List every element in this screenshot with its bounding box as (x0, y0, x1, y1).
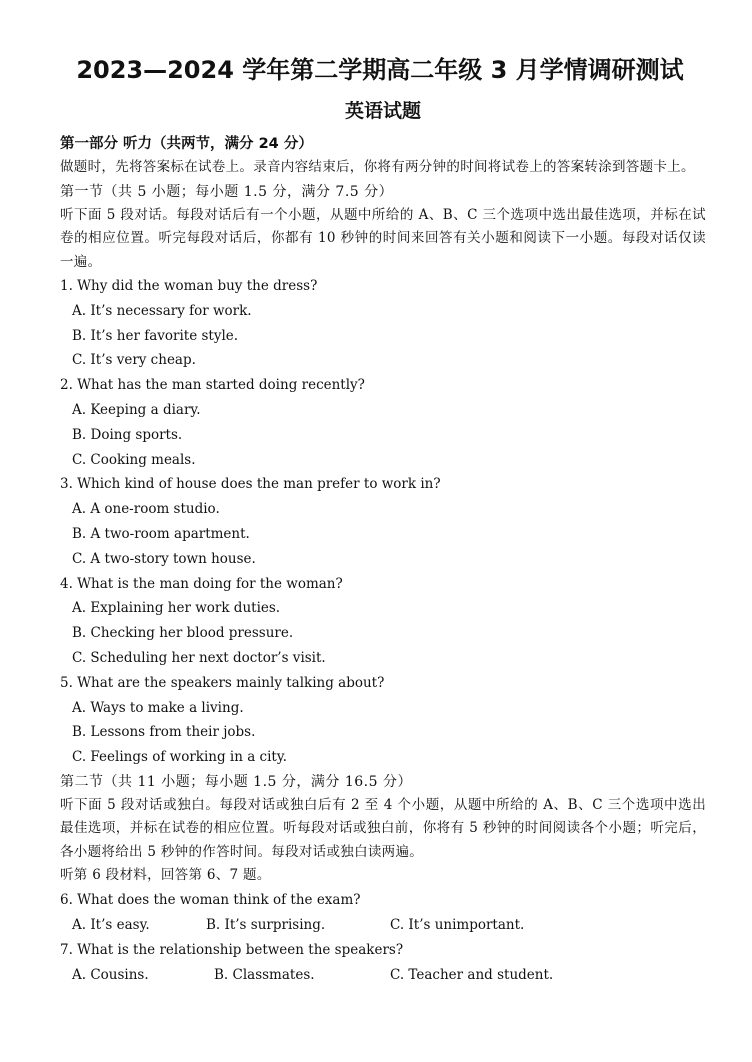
option-row (60, 963, 706, 988)
question-5 (60, 671, 706, 770)
option-c: C. It’s unimportant. (390, 916, 525, 933)
option-b: B. It’s surprising. (206, 916, 326, 933)
question-stem: 3. Which kind of house does the man prefer to work in? (60, 476, 441, 493)
section1-instructions: 听下面 5 段对话。每段对话后有一个小题，从题中所给的 A、B、C 三个选项中选出最佳选项，并标在试卷的相应位置。听完每段对话后，你都有 10 秒钟的时间来回答有关小题和阅读下一小题。每段对话仅读一遍。 (60, 206, 706, 270)
option-b: B. Doing sports. (72, 426, 183, 443)
option-a: A. Ways to make a living. (72, 699, 244, 716)
section1-heading: 第一节（共 5 小题；每小题 1.5 分，满分 7.5 分） (60, 183, 394, 200)
option-c: C. Feelings of working in a city. (72, 749, 287, 766)
option-row (60, 913, 706, 938)
option-c: C. A two-story town house. (72, 550, 256, 567)
option-a: A. Explaining her work duties. (72, 600, 281, 617)
question-3 (60, 472, 706, 571)
question-1 (60, 274, 706, 373)
question-stem: 5. What are the speakers mainly talking about? (60, 674, 385, 691)
section2-heading: 第二节（共 11 小题；每小题 1.5 分，满分 16.5 分） (60, 773, 412, 790)
option-a: A. It’s necessary for work. (72, 302, 252, 319)
section2-instructions: 听下面 5 段对话或独白。每段对话或独白后有 2 至 4 个小题，从题中所给的 A、B、C 三个选项中选出最佳选项，并标在试卷的相应位置。听每段对话或独白前，你将有 5 秒钟的时间阅读各个小题；听完后，各小题将给出 5 秒钟的作答时间。每段对话或独白读两遍。 (60, 796, 706, 860)
question-stem: 1. Why did the woman buy the dress? (60, 278, 318, 294)
option-b: B. Checking her blood pressure. (72, 625, 294, 642)
option-a: A. Cousins. (72, 966, 149, 983)
option-b: B. Lessons from their jobs. (72, 724, 256, 741)
option-a: A. Keeping a diary. (72, 401, 201, 418)
option-c: C. It’s very cheap. (72, 352, 196, 369)
option-b: B. It’s her favorite style. (72, 327, 239, 344)
material-note: 听第 6 段材料，回答第 6、7 题。 (60, 867, 271, 884)
option-a: A. It’s easy. (72, 916, 150, 933)
part1-heading: 第一部分 听力（共两节，满分 24 分） (60, 136, 313, 152)
question-stem: 6. What does the woman think of the exam? (60, 891, 361, 908)
question-stem: 4. What is the man doing for the woman? (60, 575, 343, 592)
question-7 (60, 938, 706, 988)
part1-instructions: 做题时，先将答案标在试卷上。录音内容结束后，你将有两分钟的时间将试卷上的答案转涂到答题卡上。 (60, 159, 695, 175)
exam-title: 2023—2024 学年第二学期高二年级 3 月学情调研测试 (76, 56, 684, 84)
question-stem: 7. What is the relationship between the speakers? (60, 941, 404, 958)
option-b: B. Classmates. (214, 966, 315, 983)
question-6 (60, 888, 706, 938)
option-a: A. A one-room studio. (72, 501, 220, 518)
option-c: C. Scheduling her next doctor’s visit. (72, 649, 326, 666)
option-c: C. Teacher and student. (390, 966, 554, 983)
option-b: B. A two-room apartment. (72, 525, 250, 542)
exam-subject: 英语试题 (344, 100, 421, 122)
question-stem: 2. What has the man started doing recently? (60, 377, 365, 394)
question-4 (60, 572, 706, 671)
question-2 (60, 373, 706, 472)
option-c: C. Cooking meals. (72, 451, 196, 468)
